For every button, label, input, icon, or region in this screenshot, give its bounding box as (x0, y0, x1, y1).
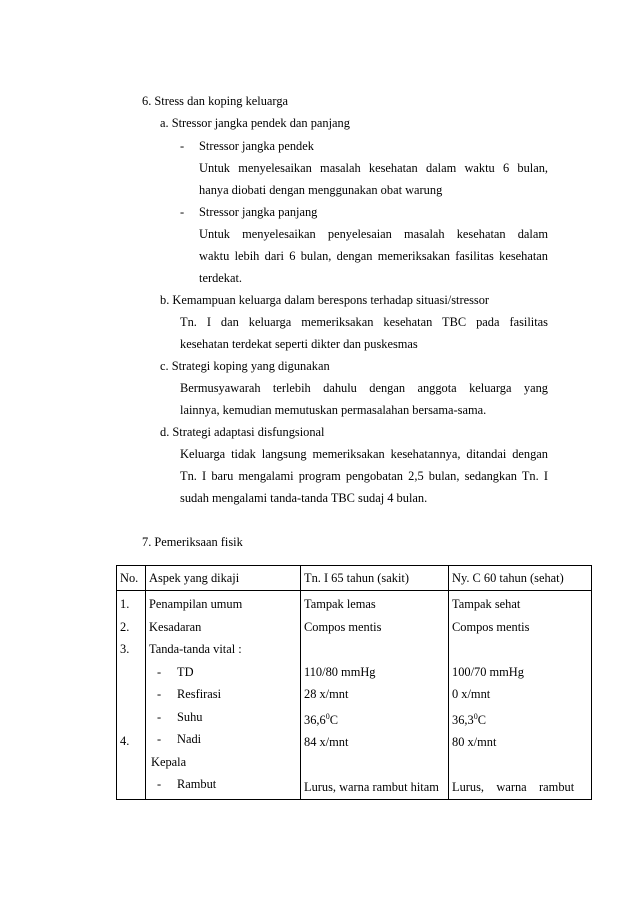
no-column (117, 591, 146, 800)
tn-i-cell: 28 x/mnt (304, 687, 349, 701)
subitem-d-line3: sudah mengalami tanda-tanda TBC sudaj 4 bulan. (180, 491, 428, 505)
header-tn-i: Tn. I 65 tahun (sakit) (301, 566, 449, 591)
stressor-long-title: Stressor jangka panjang (199, 205, 318, 219)
ny-c-cell: Tampak sehat (452, 597, 521, 611)
subitem-b-line2: kesehatan terdekat seperti dikter dan puskesmas (180, 337, 418, 351)
stressor-long-line1: Untuk menyelesaikan penyelesaian masalah kesehatan dalam (199, 227, 548, 241)
section-6-heading: 6. Stress dan koping keluarga (142, 94, 289, 108)
no-cell (120, 661, 142, 684)
tn-i-column (301, 591, 449, 800)
subitem-b-title: b. Kemampuan keluarga dalam berespons terhadap situasi/stressor (160, 293, 490, 307)
ny-c-cell: 0 x/mnt (452, 687, 491, 701)
ny-c-cell: Lurus, warna rambut (452, 780, 575, 795)
table-header-row (117, 566, 592, 591)
no-cell: 4. (120, 734, 130, 748)
dash-bullet: - (180, 139, 185, 153)
dash-bullet: - (180, 205, 185, 219)
tn-i-cell: Tampak lemas (304, 597, 376, 611)
no-cell (120, 683, 142, 706)
ny-c-cell: 80 x/mnt (452, 735, 497, 750)
stressor-short-line2: hanya diobati dengan menggunakan obat warung (199, 183, 443, 197)
stressor-short-line1: Untuk menyelesaikan masalah kesehatan dalam waktu 6 bulan, (199, 161, 548, 175)
aspek-cell: Kepala (151, 754, 187, 769)
tn-i-cell: Lurus, warna rambut hitam (304, 780, 439, 795)
subitem-d-title: d. Strategi adaptasi disfungsional (160, 425, 325, 439)
aspek-column (146, 591, 301, 800)
subitem-c-line2: lainnya, kemudian memutuskan permasalahan bersama-sama. (180, 403, 487, 417)
tn-i-cell (304, 638, 445, 661)
physical-exam-table (116, 565, 592, 800)
stressor-short-title: Stressor jangka pendek (199, 139, 314, 153)
aspek-cell: - Nadi (157, 732, 202, 746)
subitem-c-line1: Bermusyawarah terlebih dahulu dengan anggota keluarga yang (180, 381, 548, 395)
ny-c-column (449, 591, 592, 800)
header-aspek: Aspek yang dikaji (146, 566, 301, 591)
aspek-cell: - TD (157, 664, 194, 679)
stressor-long-line3: terdekat. (199, 271, 242, 285)
subitem-a-title: a. Stressor jangka pendek dan panjang (160, 116, 350, 130)
ny-c-cell (452, 754, 588, 777)
aspek-cell: - Resfirasi (157, 687, 222, 701)
no-cell: 1. (120, 597, 130, 611)
no-cell: 3. (120, 642, 130, 656)
aspek-cell: Kesadaran (149, 619, 202, 634)
ny-c-cell: Compos mentis (452, 619, 530, 634)
no-cell: 2. (120, 619, 130, 634)
header-no: No. (117, 566, 146, 591)
aspek-cell: - Rambut (157, 777, 217, 791)
tn-i-cell: 36,6$^0$C (304, 711, 338, 727)
subitem-d-line1: Keluarga tidak langsung memeriksakan kesehatannya, ditandai dengan (180, 447, 548, 461)
stressor-long-line2: waktu lebih dari 6 bulan, dengan memeriksakan fasilitas kesehatan (199, 249, 548, 263)
table-body-row (117, 591, 592, 800)
tn-i-cell (304, 754, 445, 777)
aspek-cell: Penampilan umum (149, 597, 243, 611)
subitem-b-line1: Tn. I dan keluarga memeriksakan kesehatan TBC pada fasilitas (180, 315, 548, 329)
tn-i-cell: 110/80 mmHg (304, 664, 376, 679)
aspek-cell: - Suhu (157, 709, 203, 724)
section-7-heading: 7. Pemeriksaan fisik (142, 535, 243, 549)
tn-i-cell: Compos mentis (304, 619, 382, 634)
tn-i-cell: 84 x/mnt (304, 735, 349, 750)
subitem-c-title: c. Strategi koping yang digunakan (160, 359, 330, 373)
header-ny-c: Ny. C 60 tahun (sehat) (449, 566, 592, 591)
no-cell (120, 706, 142, 729)
ny-c-cell: 36,3$^0$C (452, 711, 486, 727)
ny-c-cell (452, 638, 588, 661)
ny-c-cell: 100/70 mmHg (452, 664, 524, 679)
subitem-d-line2: Tn. I baru mengalami program pengobatan 2,5 bulan, sedangkan Tn. I (180, 469, 548, 483)
aspek-cell: Tanda-tanda vital : (149, 642, 242, 656)
